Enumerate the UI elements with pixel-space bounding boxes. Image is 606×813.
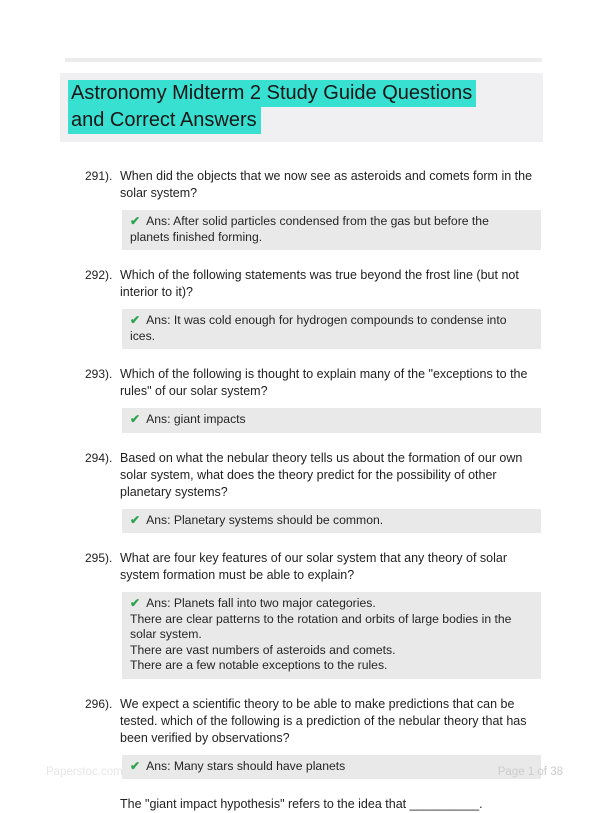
check-icon: ✔ [130, 512, 141, 527]
question-text: Which of the following is thought to explain many of the "exceptions to the rules" of our solar system? [120, 367, 528, 398]
page-number-label: Page 1 of 38 [497, 766, 563, 778]
question-number: 293). [85, 367, 113, 381]
question-body [120, 366, 541, 433]
question-text: When did the objects that we now see as asteroids and comets form in the solar system? [120, 169, 533, 200]
answer-line [130, 596, 531, 612]
answer-text: Ans: It was cold enough for hydrogen compounds to condense into ices. [130, 313, 507, 343]
question-block [85, 267, 541, 349]
answer-text: Ans: Planets fall into two major categories. [146, 596, 376, 610]
question-block [85, 450, 541, 534]
question-number: 291). [85, 169, 113, 183]
answer-box [122, 309, 541, 349]
top-divider [65, 58, 542, 62]
answer-text: Ans: After solid particles condensed from the gas but before the planets finished forming. [130, 214, 489, 244]
question-block [85, 550, 541, 679]
answer-text: Ans: Planetary systems should be common. [146, 512, 384, 527]
page-title-line-1 [68, 80, 543, 107]
question-number: 295). [85, 551, 113, 565]
answer-box [122, 408, 541, 433]
check-icon: ✔ [130, 758, 141, 773]
questions-list [85, 168, 541, 813]
question-text: We expect a scientific theory to be able to make predictions that can be tested. which of the following is a prediction of the nebular theory that has been verified by observations? [120, 696, 527, 745]
title-highlight: Astronomy Midterm 2 Study Guide Questions [68, 80, 476, 107]
answer-box [122, 592, 541, 679]
question-body [120, 696, 541, 780]
question-text: Based on what the nebular theory tells us about the formation of our own solar system, what does the theory predict for the possibility of other planetary systems? [120, 450, 523, 499]
check-icon: ✔ [130, 596, 141, 610]
question-block [85, 696, 541, 780]
trailing-question: The "giant impact hypothesis" refers to the idea that __________. [120, 797, 483, 811]
answer-line [130, 513, 531, 529]
title-highlight: and Correct Answers [68, 107, 261, 134]
question-body [120, 267, 541, 349]
watermark-site-label: Paperstoc.com [46, 766, 123, 778]
question-text: What are four key features of our solar system that any theory of solar system formation must be able to explain? [120, 551, 507, 582]
answer-line: There are vast numbers of asteroids and comets. [130, 642, 396, 657]
question-number: 292). [85, 268, 113, 282]
answer-line [130, 214, 531, 245]
check-icon: ✔ [130, 412, 141, 426]
answer-line: There are a few notable exceptions to the rules. [130, 658, 388, 672]
question-body [120, 450, 541, 534]
check-icon: ✔ [130, 313, 141, 327]
answer-line [130, 412, 531, 428]
question-text: Which of the following statements was true beyond the frost line (but not interior to it)? [120, 268, 519, 299]
question-body [120, 168, 541, 250]
answer-line [130, 313, 531, 344]
question-block [85, 366, 541, 433]
answer-box [122, 210, 541, 250]
question-body [120, 550, 541, 679]
question-number: 294). [85, 450, 113, 465]
page-title-line-2 [68, 107, 543, 134]
answer-box [122, 509, 541, 534]
answer-line: There are clear patterns to the rotation and orbits of large bodies in the solar system. [130, 611, 512, 641]
answer-text: Ans: giant impacts [146, 412, 246, 426]
answer-text: Ans: Many stars should have planets [146, 758, 346, 773]
question-number: 296). [85, 696, 113, 711]
answer-box [122, 755, 541, 780]
answer-line [130, 759, 531, 775]
title-block [60, 73, 543, 142]
check-icon: ✔ [130, 214, 141, 228]
question-block [85, 168, 541, 250]
